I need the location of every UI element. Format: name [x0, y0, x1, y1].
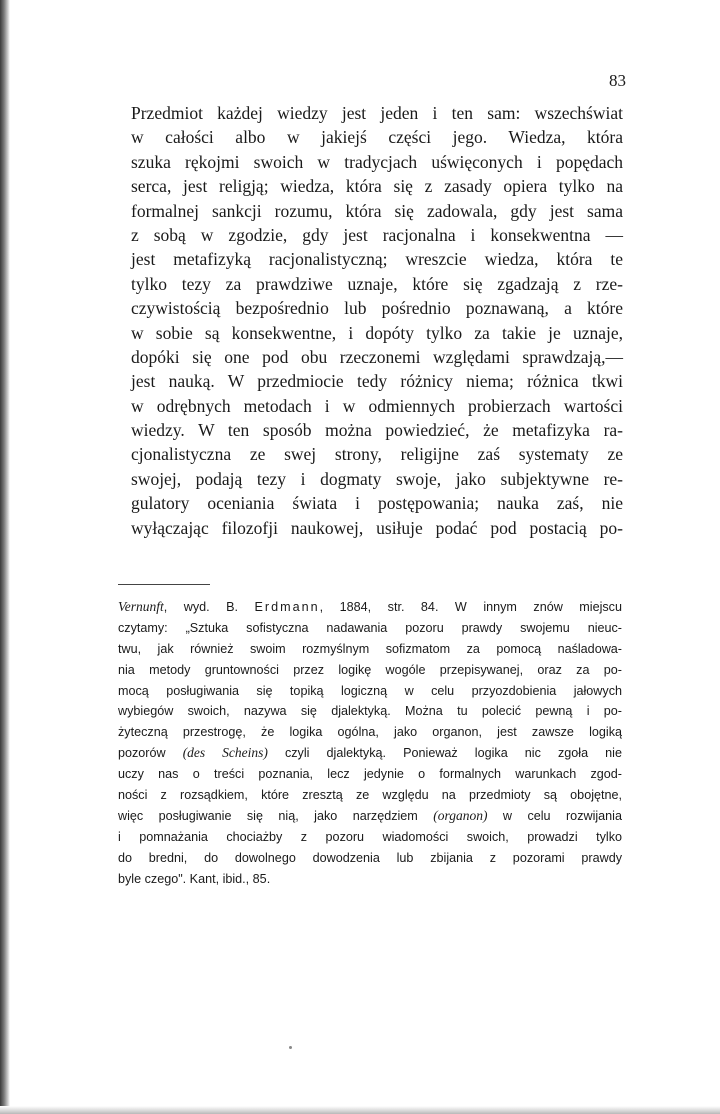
footnote-line	[118, 806, 622, 827]
footnote-line: do bredni, do dowolnego dowodzenia lub zbijania z pozorami prawdy	[118, 850, 622, 865]
footnote-line: wybiegów swoich, nazywa się djalektyką. Można tu polecić pewną i po-	[118, 704, 622, 719]
emphasis-term: (organon)	[433, 807, 488, 823]
work-title: Vernunft	[118, 599, 164, 614]
footnote-line: i pomnażania chociażby z pozoru wiadomości swoich, prowadzi tylko	[118, 829, 622, 844]
page-binding-edge	[0, 0, 10, 1114]
main-text-line: swojej, podają tezy i dogmaty swoje, jako subjektywne re-	[131, 468, 623, 489]
footnote-separator	[118, 584, 210, 585]
footnote-fragment: , wyd. B.	[163, 600, 255, 614]
footnote-line	[118, 597, 622, 618]
footnote-fragment: czyli djalektyką. Ponieważ logika nic zgoła nie	[267, 746, 622, 761]
main-text-line: cjonalistyczna ze swej strony, religijne zaś systematy ze	[131, 444, 623, 465]
footnote-line	[118, 743, 622, 764]
main-text-line: serca, jest religją; wiedza, która się z zasady opiera tylko na	[131, 176, 623, 197]
footnote-fragment: w celu rozwijania	[487, 808, 622, 823]
main-text-line: tylko tezy za prawdziwe uznaje, które się zgadzają z rze-	[131, 273, 623, 294]
main-text-line: szuka rękojmi swoich w tradycjach uświęconych i popędach	[131, 151, 623, 172]
main-text-line: formalnej sankcji rozumu, która się zadowala, gdy jest sama	[131, 200, 623, 221]
main-text-line: dopóki się one pod obu rzeczonemi względami sprawdzają,—	[131, 346, 623, 367]
footnote-line: nia metody gruntowności przez logikę wogóle przepisywanej, oraz za po-	[118, 662, 622, 677]
editor-name: Erdmann	[254, 600, 320, 614]
main-text-line: z sobą w zgodzie, gdy jest racjonalna i konsekwentna —	[131, 224, 623, 245]
footnote-line: byle czego". Kant, ibid., 85.	[118, 871, 271, 886]
main-text-line: w odrębnych metodach i w odmiennych probierzach wartości	[131, 395, 623, 416]
main-text-line: gulatory oceniania świata i postępowania; nauka zaś, nie	[131, 493, 623, 514]
main-text-line: jest nauką. W przedmiocie tedy różnicy niema; różnica tkwi	[131, 371, 623, 392]
footnote-line: ności z rozsądkiem, które zresztą ze względu na przedmioty są obojętne,	[118, 788, 622, 803]
main-text-line: jest metafizyką racjonalistyczną; wreszcie wiedza, która te	[131, 249, 623, 270]
footnote-fragment: pozorów	[118, 746, 183, 761]
main-text-body	[131, 101, 623, 540]
footnote-line: twu, jak również swoim rozmyślnym sofizmatom za pomocą naśladowa-	[118, 641, 622, 656]
main-text-line: czywistością bezpośrednio lub pośrednio poznawaną, a które	[131, 298, 623, 319]
footnote-line: mocą posługiwania się topiką logiczną w celu przyozdobienia jałowych	[118, 683, 622, 698]
paper-speck	[289, 1046, 292, 1049]
main-text-line: wiedzy. W ten sposób można powiedzieć, że metafizyka ra-	[131, 420, 623, 441]
footnote-fragment: , 1884, str. 84. W innym znów miejscu	[319, 600, 622, 614]
footnote-block	[118, 597, 622, 889]
main-text-line: w całości albo w jakiejś części jego. Wiedza, która	[131, 127, 623, 148]
emphasis-term: (des Scheins)	[182, 745, 268, 761]
page-number: 83	[609, 71, 626, 90]
main-text-line: Przedmiot każdej wiedzy jest jeden i ten sam: wszechświat	[131, 103, 623, 123]
footnote-fragment: więc posługiwanie się nią, jako narzędziem	[118, 808, 434, 823]
footnote-line: uczy nas o treści poznania, lecz jedynie o formalnych warunkach zgod-	[118, 767, 622, 782]
main-text-line: wyłączając filozofji naukowej, usiłuje podać pod postacią po-	[131, 517, 623, 538]
page-bottom-edge	[0, 1106, 720, 1114]
main-text-line: w sobie są konsekwentne, i dopóty tylko za takie je uznaje,	[131, 322, 623, 343]
footnote-line: żyteczną przestrogę, że logika ogólna, jako organon, jest zawsze logiką	[118, 725, 622, 740]
footnote-line: czytamy: „Sztuka sofistyczna nadawania pozoru prawdy swojemu nieuc-	[118, 620, 622, 635]
